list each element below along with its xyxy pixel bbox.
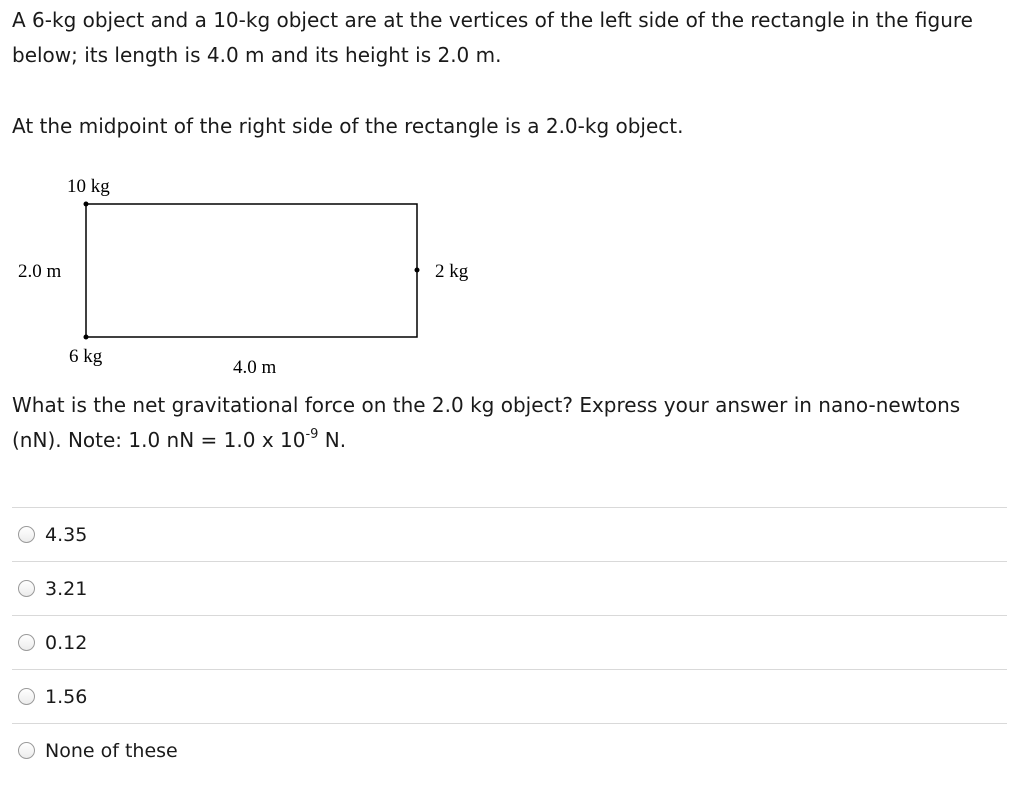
answer-option-4[interactable] (12, 670, 1007, 724)
question-prompt-end: N. (318, 428, 347, 452)
answer-option-label: 0.12 (45, 631, 88, 654)
answer-option-1[interactable] (12, 508, 1007, 562)
label-10kg: 10 kg (67, 176, 110, 197)
rectangle-outline (86, 204, 417, 337)
label-height: 2.0 m (18, 261, 62, 282)
answer-option-2[interactable] (12, 562, 1007, 616)
label-2kg: 2 kg (435, 261, 469, 282)
answer-option-label: 3.21 (45, 577, 88, 600)
question-intro: A 6-kg object and a 10-kg object are at the vertices of the left side of the rectangle in the figure below; its length is 4.0 m and its height is 2.0 m. (12, 8, 973, 67)
answer-option-5[interactable] (12, 724, 1007, 777)
radio-button[interactable] (18, 634, 35, 651)
exponent: -9 (305, 427, 319, 443)
answer-option-label: None of these (45, 739, 178, 762)
answer-option-3[interactable] (12, 616, 1007, 670)
mass-10kg-dot (84, 202, 89, 207)
radio-button[interactable] (18, 688, 35, 705)
label-6kg: 6 kg (69, 346, 103, 367)
question-prompt-text: What is the net gravitational force on the 2.0 kg object? Express your answer in nano-newtons (nN). Note: 1.0 nN = 1.0 x 10 (12, 393, 961, 452)
figure-svg (0, 168, 520, 388)
radio-button[interactable] (18, 580, 35, 597)
mass-2kg-dot (415, 268, 420, 273)
answer-option-label: 1.56 (45, 685, 88, 708)
answer-options (12, 507, 1007, 777)
answer-option-label: 4.35 (45, 523, 88, 546)
question-prompt (12, 388, 1012, 458)
rectangle-figure (0, 168, 520, 388)
label-length: 4.0 m (233, 357, 277, 378)
radio-button[interactable] (18, 526, 35, 543)
question-midpoint-statement: At the midpoint of the right side of the rectangle is a 2.0-kg object. (12, 114, 684, 138)
radio-button[interactable] (18, 742, 35, 759)
mass-6kg-dot (84, 335, 89, 340)
